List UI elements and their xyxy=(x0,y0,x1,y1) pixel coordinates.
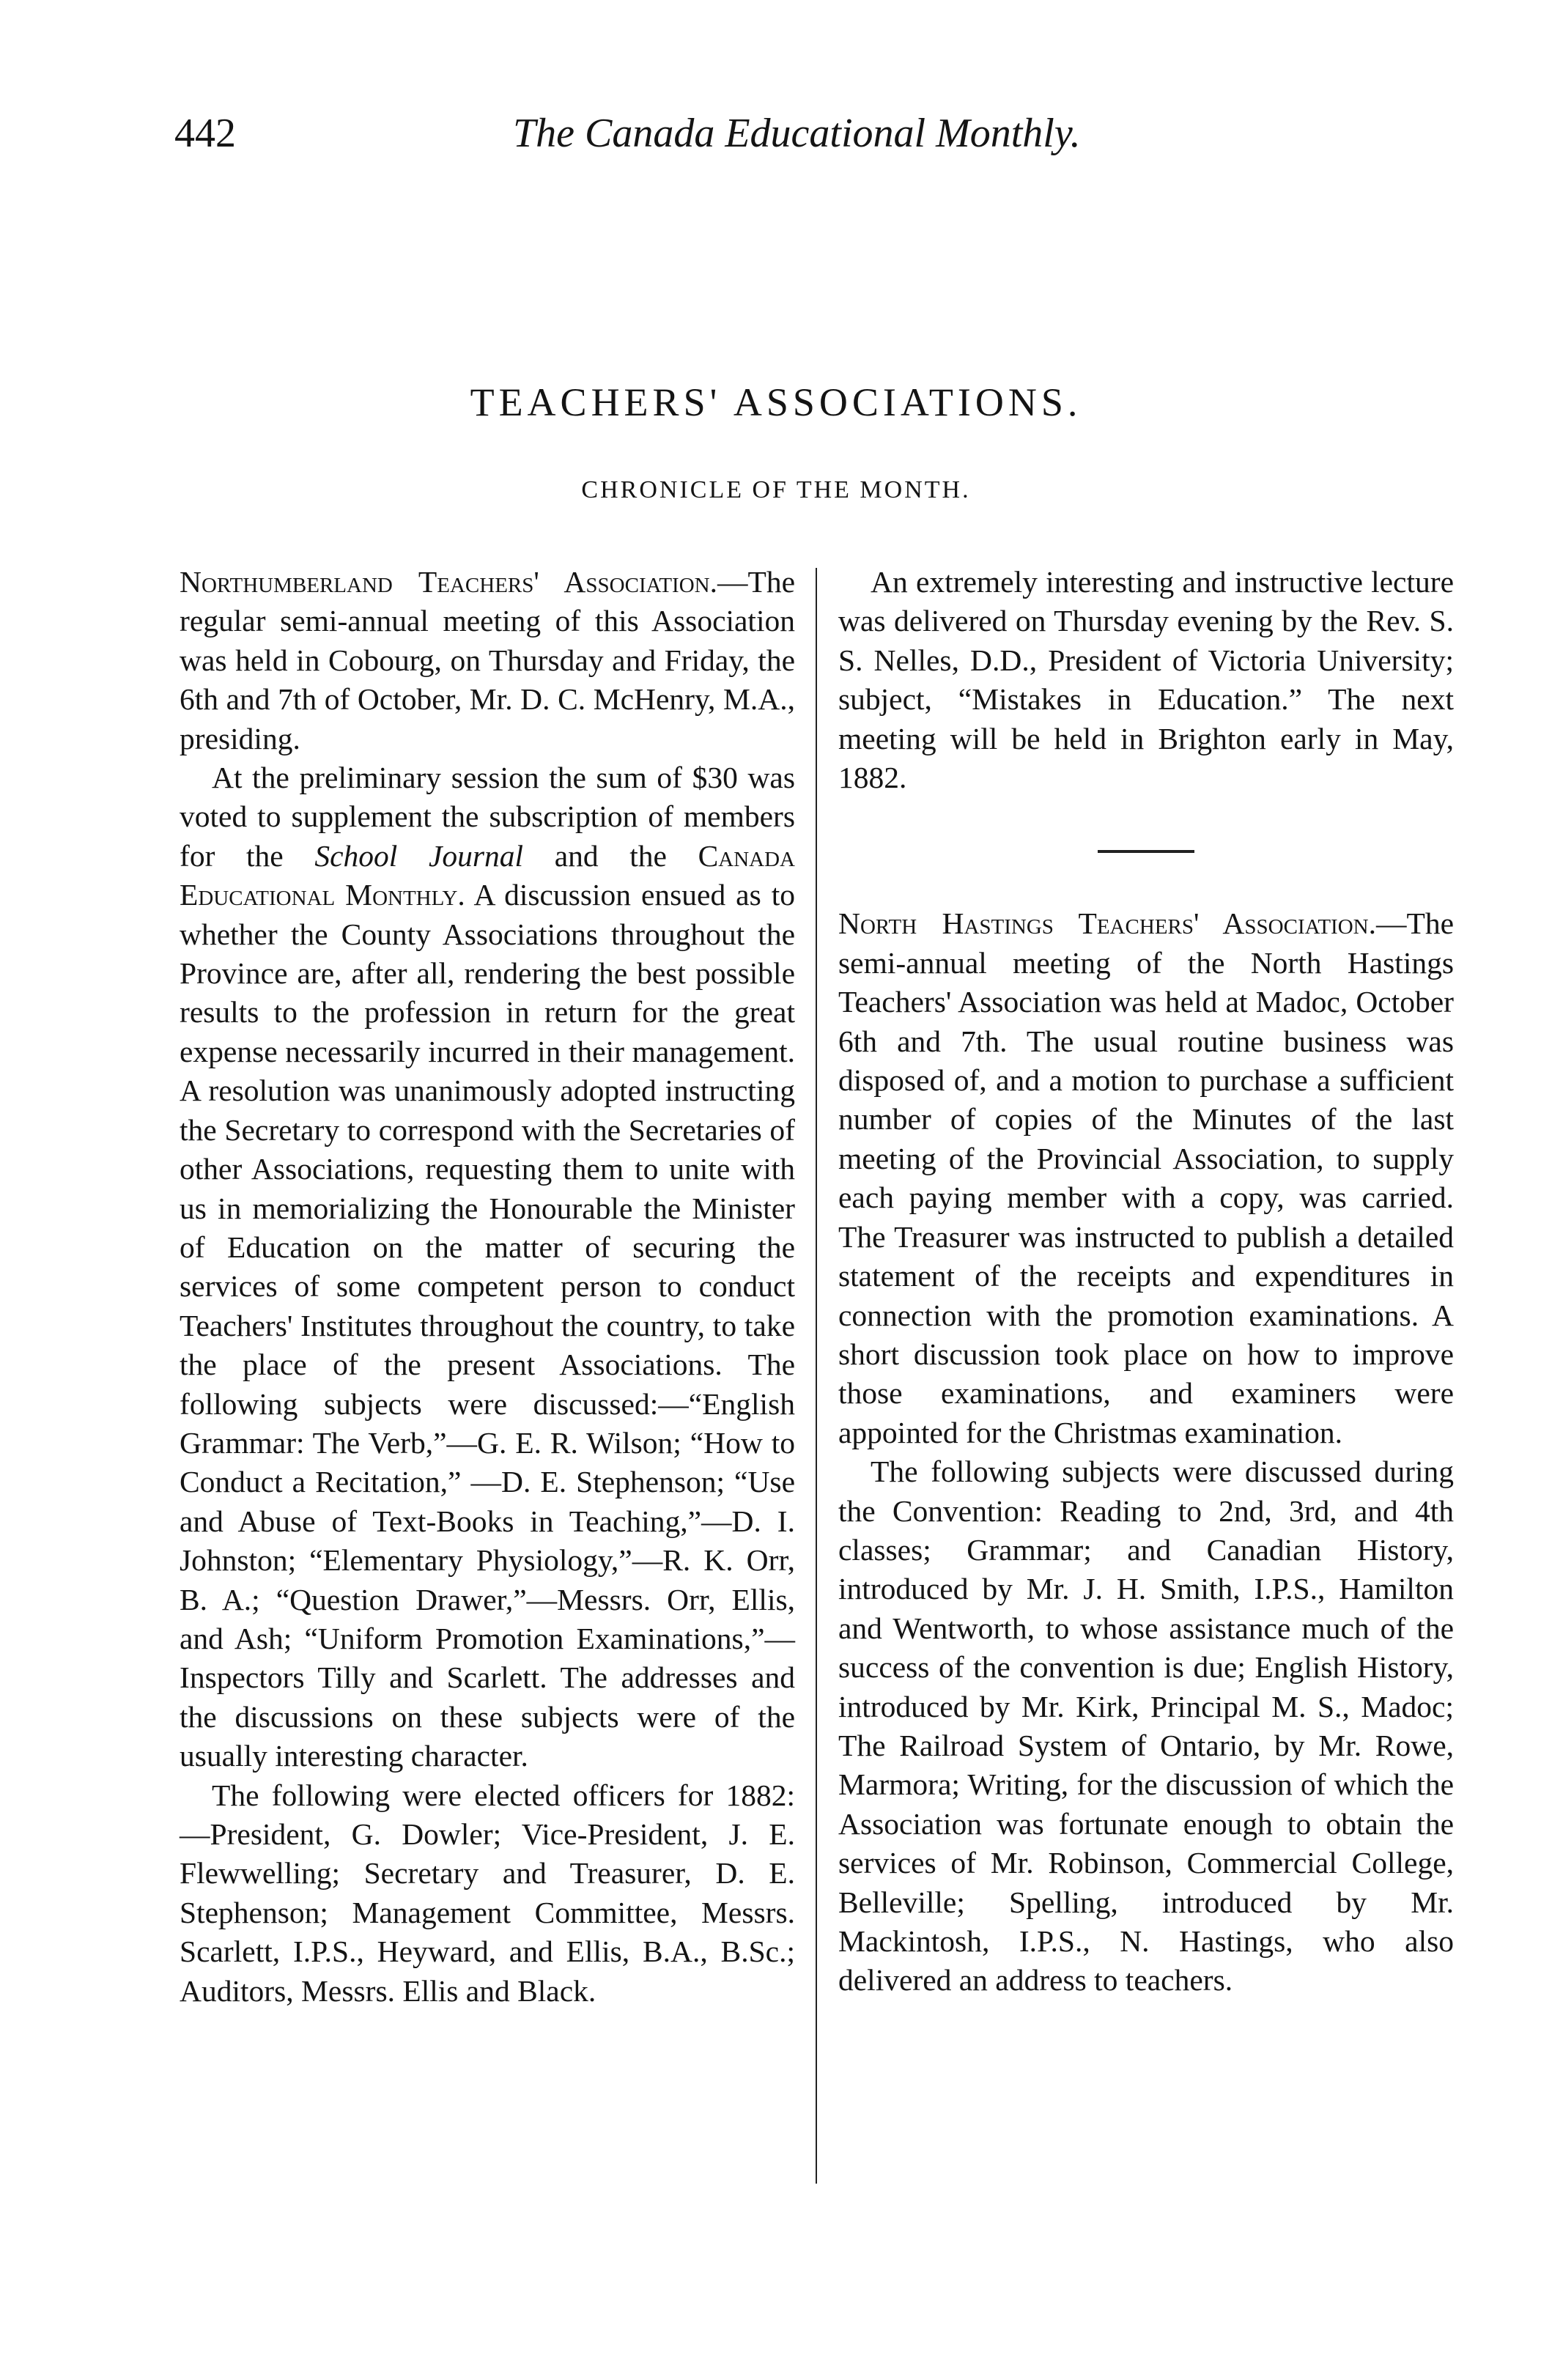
northumberland-p2-after: . A discussion ensued as to whether the County Associations throughout the Province are, after all, rendering the best possible results to the profession in return for the great expense necessarily incurred in their management. A resolution was unanimously adopted instructing the Secretary to correspond with the Secretaries of other Associations, requesting them to unite with us in memorializing the Honourable the Minister of Education on the matter of securing the services of some competent person to conduct Teachers' Institutes throughout the country, to take the place of the present Associations. The following subjects were discussed:—“English Grammar: The Verb,”—G. E. R. Wilson; “How to Conduct a Recitation,” —D. E. Stephenson; “Use and Abuse of Text-Books in Teaching,”—D. I. Johnston; “Elementary Physiology,”—R. K. Orr, B. A.; “Question Drawer,”—Messrs. Orr, Ellis, and Ash; “Uniform Promotion Examinations,”—Inspectors Tilly and Scarlett. The addresses and the discussions on these subjects were of the usually interesting character. xyxy=(180,878,795,1773)
article-subtitle: CHRONICLE OF THE MONTH. xyxy=(581,476,971,503)
northumberland-p1-text: —The regular semi-annual meeting of this Association was held in Cobourg, on Thursday and Friday, the 6th and 7th of October, Mr. D. C. McHenry, M.A., presiding. xyxy=(180,565,795,755)
school-journal-title: School Journal xyxy=(314,838,524,873)
northumberland-paragraph-3: The following were elected officers for 1882:—President, G. Dowler; Vice-President, J. E. Flewwelling; Secretary and Treasurer, D. E. Stephenson; Management Committee, Messrs. Scarlett, I.P.S., Heyward, and Ellis, B.A., B.Sc.; Auditors, Messrs. Ellis and Black. xyxy=(180,1778,795,2008)
running-head xyxy=(0,110,1552,169)
north-hastings-paragraph-1 xyxy=(838,904,1454,1452)
northumberland-p2-and: and the xyxy=(523,838,698,873)
northumberland-paragraph-2 xyxy=(180,758,795,1776)
north-hastings-paragraph-2: The following subjects were discussed during the Convention: Reading to 2nd, 3rd, and 4th classes; Grammar; and Canadian History, introduced by Mr. J. H. Smith, I.P.S., Hamilton and Wentworth, to whose assistance much of the success of the convention is due; English History, introduced by Mr. Kirk, Principal M. S., Madoc; The Railroad System of Ontario, by Mr. Rowe, Marmora; Writing, for the discussion of which the Association was fortunate enough to obtain the services of Mr. Robinson, Commercial College, Belleville; Spelling, introduced by Mr. Mackintosh, I.P.S., N. Hastings, who also delivered an address to teachers. xyxy=(838,1455,1454,1998)
north-hastings-p1-text: —The semi-annual meeting of the North Hastings Teachers' Association was held at Madoc, October 6th and 7th. The usual routine business was disposed of, and a motion to purchase a sufficient number of copies of the Minutes of the last meeting of the Provincial Association, to supply each paying member with a copy, was carried. The Treasurer was instructed to publish a detailed statement of the receipts and expenditures in connection with the promotion examinations. A short discussion took place on how to improve those examinations, and examiners were appointed for the Christmas examination. xyxy=(838,906,1454,1449)
northumberland-heading: Northumberland Teachers' Association. xyxy=(180,565,717,599)
right-column xyxy=(838,563,1454,2000)
northumberland-paragraph-1 xyxy=(180,563,795,758)
section-divider xyxy=(1098,850,1194,853)
journal-title: The Canada Educational Monthly. xyxy=(513,111,1081,156)
article-title: TEACHERS' ASSOCIATIONS. xyxy=(470,380,1082,424)
column-divider xyxy=(816,568,817,2184)
left-column xyxy=(180,563,795,2011)
north-hastings-heading: North Hastings Teachers' Association. xyxy=(838,906,1376,941)
monthly-title: Canada Educational Monthly xyxy=(180,838,795,912)
northumberland-paragraph-4: An extremely interesting and instructive lecture was delivered on Thursday evening by the Rev. S. S. Nelles, D.D., President of Victoria University; subject, “Mistakes in Education.” The next meeting will be held in Brighton early in May, 1882. xyxy=(838,565,1454,795)
northumberland-p2-before: At the preliminary session the sum of $30 was voted to supplement the subscription of members for the xyxy=(180,761,795,873)
page-number: 442 xyxy=(174,111,236,156)
